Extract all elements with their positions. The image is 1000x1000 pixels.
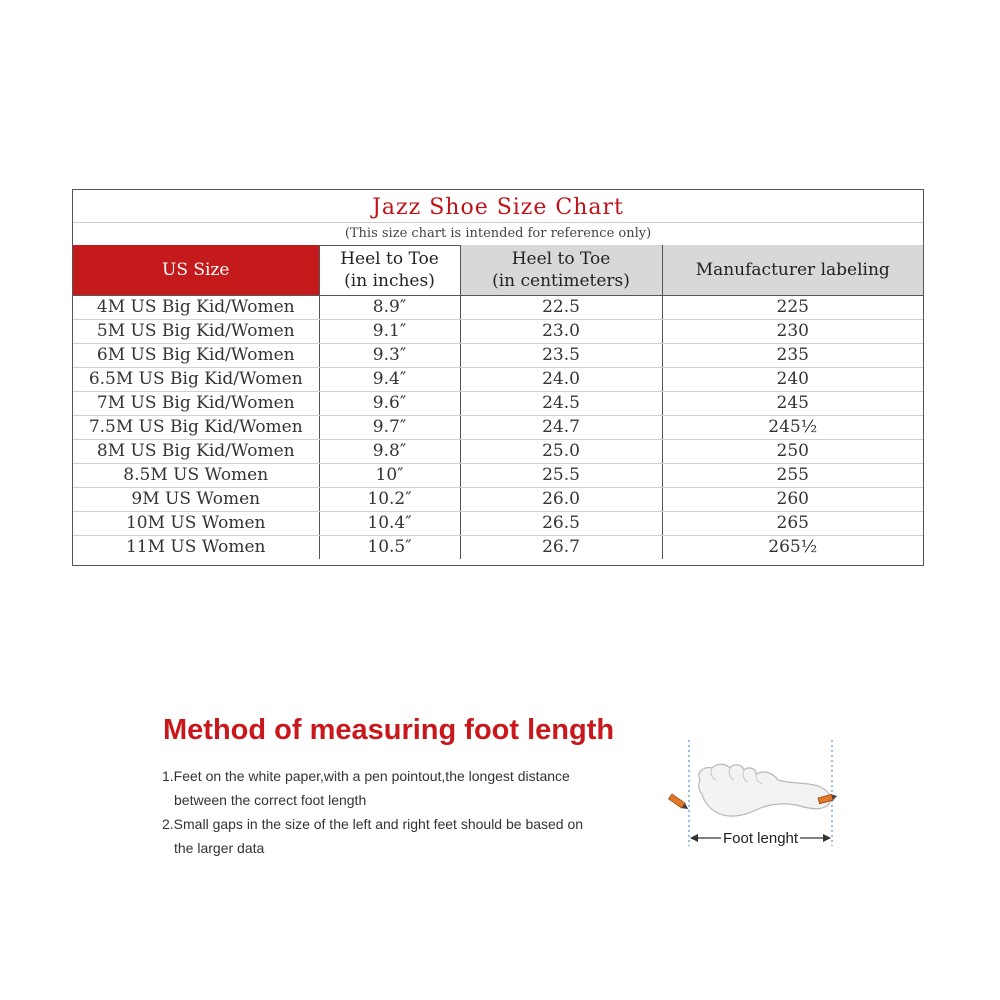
step-1-line-1: 1.Feet on the white paper,with a pen pointout,the longest distance	[162, 768, 570, 784]
cell-centimeters: 24.0	[460, 368, 662, 392]
cell-us-size: 7M US Big Kid/Women	[73, 392, 319, 416]
cell-manufacturer: 265½	[768, 537, 818, 557]
header-cm-line1: Heel to Toe	[511, 249, 611, 269]
header-manufacturer	[662, 245, 923, 296]
cell-manufacturer: 230	[662, 320, 923, 344]
header-us-size-label: US Size	[162, 260, 230, 280]
cell-centimeters: 23.0	[460, 320, 662, 344]
cell-centimeters: 26.7	[460, 536, 662, 560]
table-row	[73, 368, 923, 392]
measuring-instructions	[162, 764, 632, 860]
header-inches-line2: (in inches)	[344, 271, 435, 291]
cell-centimeters: 26.0	[460, 488, 662, 512]
cell-manufacturer: 245½	[662, 416, 923, 440]
cell-manufacturer: 225	[662, 296, 923, 320]
table-body	[73, 296, 923, 560]
cell-us-size: 9M US Women	[73, 488, 319, 512]
cell-us-size: 4M US Big Kid/Women	[73, 296, 319, 320]
cell-inches: 8.9″	[319, 296, 460, 320]
table-row	[73, 344, 923, 368]
cell-us-size: 6.5M US Big Kid/Women	[73, 368, 319, 392]
cell-us-size: 7.5M US Big Kid/Women	[73, 416, 319, 440]
cell-manufacturer: 265	[662, 512, 923, 536]
cell-us-size: 8M US Big Kid/Women	[73, 440, 319, 464]
header-cm-line2: (in centimeters)	[492, 271, 630, 291]
cell-us-size: 10M US Women	[73, 512, 319, 536]
step-1-line-2: between the correct foot length	[174, 792, 367, 808]
cell-inches: 10.2″	[319, 488, 460, 512]
table-row	[73, 512, 923, 536]
cell-manufacturer: 235	[662, 344, 923, 368]
cell-centimeters: 24.7	[460, 416, 662, 440]
step-2-line-2: the larger data	[174, 840, 265, 856]
header-centimeters	[460, 245, 662, 296]
header-us-size	[73, 245, 319, 296]
table-header-row	[73, 245, 923, 296]
cell-inches: 10.4″	[319, 512, 460, 536]
table-row	[73, 392, 923, 416]
foot-length-label: Foot lenght	[723, 830, 799, 847]
table-row	[73, 440, 923, 464]
table-row	[73, 488, 923, 512]
method-title: Method of measuring foot length	[163, 714, 615, 746]
step-2-line-1: 2.Small gaps in the size of the left and right feet should be based on	[162, 816, 584, 832]
chart-title: Jazz Shoe Size Chart	[372, 195, 624, 220]
chart-subtitle: (This size chart is intended for reference only)	[73, 222, 923, 246]
size-table	[73, 245, 923, 559]
cell-inches: 9.4″	[319, 368, 460, 392]
cell-centimeters: 25.5	[460, 464, 662, 488]
cell-inches: 9.3″	[319, 344, 460, 368]
cell-us-size: 11M US Women	[73, 536, 319, 560]
cell-inches: 9.6″	[319, 392, 460, 416]
cell-manufacturer: 250	[662, 440, 923, 464]
size-chart	[72, 189, 924, 566]
cell-inches: 10.5″	[319, 536, 460, 560]
cell-manufacturer: 260	[662, 488, 923, 512]
cell-manufacturer: 245	[662, 392, 923, 416]
table-row	[73, 320, 923, 344]
cell-centimeters: 25.0	[460, 440, 662, 464]
cell-us-size: 8.5M US Women	[73, 464, 319, 488]
header-inches-line1: Heel to Toe	[340, 249, 439, 269]
cell-us-size: 6M US Big Kid/Women	[73, 344, 319, 368]
header-manufacturer-label: Manufacturer labeling	[695, 260, 890, 280]
foot-measure-figure	[660, 736, 850, 848]
cell-centimeters: 23.5	[460, 344, 662, 368]
cell-centimeters: 26.5	[460, 512, 662, 536]
cell-inches: 10″	[319, 464, 460, 488]
cell-centimeters: 22.5	[460, 296, 662, 320]
table-row	[73, 416, 923, 440]
cell-centimeters: 24.5	[460, 392, 662, 416]
table-row	[73, 536, 923, 560]
cell-inches: 9.1″	[319, 320, 460, 344]
chart-title-row	[73, 190, 923, 223]
cell-us-size: 5M US Big Kid/Women	[73, 320, 319, 344]
table-row	[73, 296, 923, 320]
table-row	[73, 464, 923, 488]
header-inches	[319, 245, 460, 296]
cell-inches: 9.8″	[319, 440, 460, 464]
cell-manufacturer: 255	[662, 464, 923, 488]
cell-manufacturer: 240	[662, 368, 923, 392]
cell-inches: 9.7″	[319, 416, 460, 440]
